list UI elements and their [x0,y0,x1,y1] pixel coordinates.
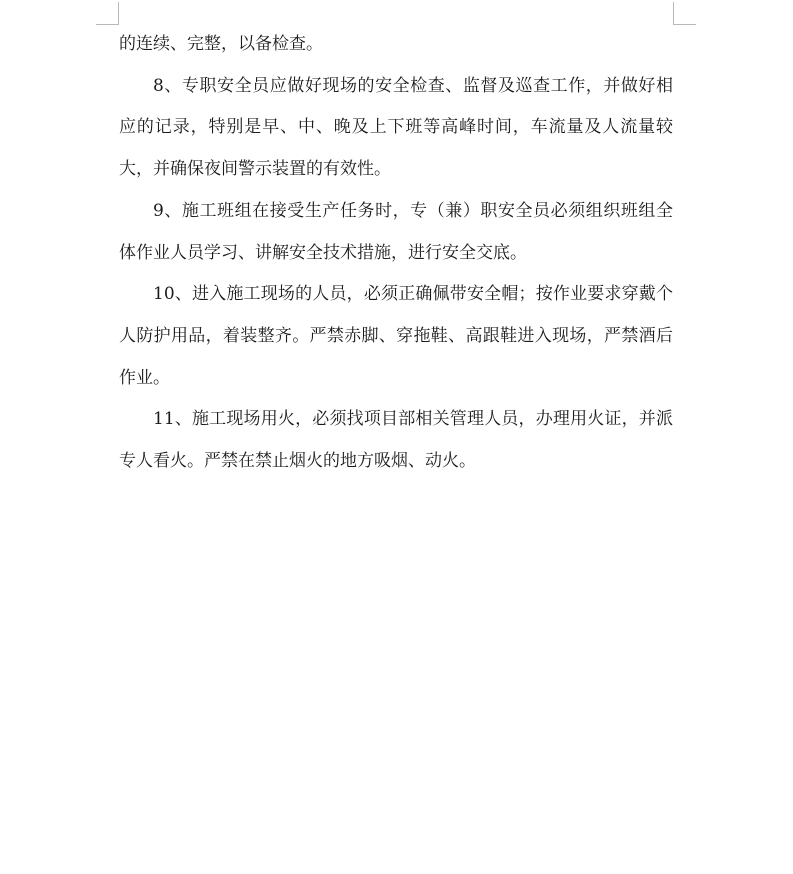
paragraph-continuation: 的连续、完整，以备检查。 [119,34,323,54]
crop-mark-top-right [673,2,696,25]
paragraph-item-9: 9、施工班组在接受生产任务时，专（兼）职安全员必须组织班组全体作业人员学习、讲解安全技术措施，进行安全交底。 [119,200,673,263]
paragraph-item-10: 10、进入施工现场的人员，必须正确佩带安全帽；按作业要求穿戴个人防护用品，着装整齐。严禁赤脚、穿拖鞋、高跟鞋进入现场，严禁酒后作业。 [119,284,673,388]
paragraph-item-11: 11、施工现场用火，必须找项目部相关管理人员，办理用火证，并派专人看火。严禁在禁止烟火的地方吸烟、动火。 [119,409,673,472]
paragraph-item-8: 8、专职安全员应做好现场的安全检查、监督及巡查工作，并做好相应的记录，特别是早、中、晚及上下班等高峰时间，车流量及人流量较大，并确保夜间警示装置的有效性。 [119,75,673,180]
crop-mark-top-left [96,2,119,25]
document-body [119,24,673,483]
